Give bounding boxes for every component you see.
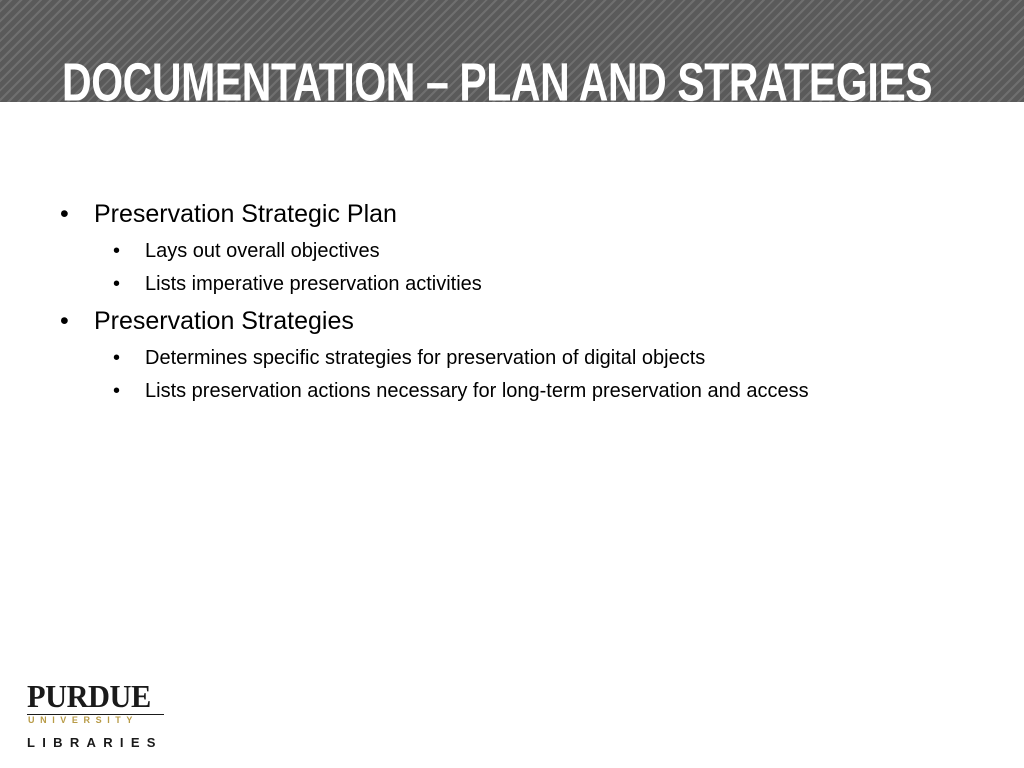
logo-subtitle: UNIVERSITY — [28, 715, 139, 725]
bullet-glyph: • — [60, 200, 69, 228]
logo-wordmark: PURDUE — [27, 678, 151, 714]
bullet-glyph: • — [113, 380, 121, 402]
bullet-text: Preservation Strategies — [94, 307, 354, 335]
sub-bullet-text: Lays out overall objectives — [145, 240, 380, 262]
sub-bullet-item — [113, 273, 482, 296]
bullet-glyph: • — [113, 273, 121, 295]
sub-bullet-text: Lists preservation actions necessary for long-term preservation and access — [145, 380, 809, 402]
sub-bullet-text: Determines specific strategies for preservation of digital objects — [145, 347, 706, 369]
bullet-item — [60, 307, 354, 336]
purdue-libraries-logo — [27, 680, 167, 750]
sub-bullet-text: Lists imperative preservation activities — [145, 273, 482, 295]
sub-bullet-item — [113, 240, 380, 263]
bullet-glyph: • — [113, 240, 121, 262]
sub-bullet-item — [113, 347, 705, 370]
bullet-text: Preservation Strategic Plan — [94, 200, 397, 228]
bullet-glyph: • — [60, 307, 69, 335]
bullet-glyph: • — [113, 347, 121, 369]
logo-unit: LIBRARIES — [27, 735, 163, 750]
slide-title: DOCUMENTATION – PLAN AND STRATEGIES — [62, 51, 933, 113]
bullet-item — [60, 200, 397, 229]
sub-bullet-item — [113, 380, 809, 403]
